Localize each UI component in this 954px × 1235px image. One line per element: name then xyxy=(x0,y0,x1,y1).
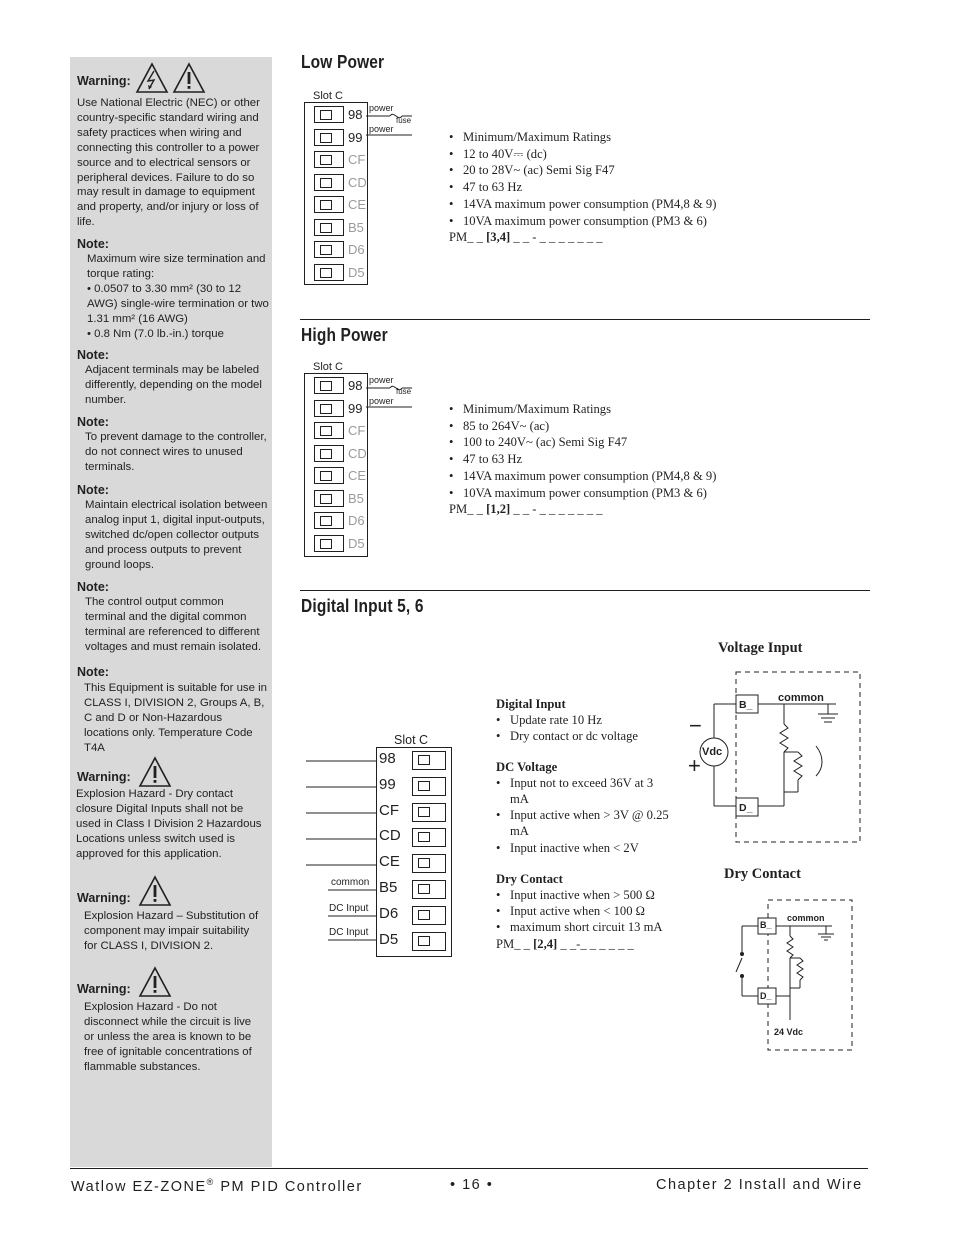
terminal-b-label: B_ xyxy=(760,920,772,930)
spec-item: • Input active when < 100 Ω xyxy=(496,903,671,919)
voltage-input-title: Voltage Input xyxy=(718,640,803,656)
terminal-label: D5 xyxy=(379,930,399,948)
note-text: Adjacent terminals may be labeled differently, depending on the model number. xyxy=(85,364,262,406)
terminal-screw xyxy=(412,803,446,822)
terminal-screw xyxy=(314,264,344,281)
power-label: power xyxy=(369,396,394,406)
terminal-screw xyxy=(412,880,446,899)
footer-page-number: • 16 • xyxy=(450,1177,494,1193)
warning-heading: Warning: xyxy=(77,74,131,88)
terminal-screw xyxy=(314,174,344,191)
terminal-screw xyxy=(314,445,344,462)
spec-item: • 14VA maximum power consumption (PM4,8 & 9) xyxy=(449,468,779,485)
spec-item: • Input inactive when > 500 Ω xyxy=(496,887,671,903)
note-text: To prevent damage to the controller, do not connect wires to unused terminals. xyxy=(85,431,267,473)
section-title-high-power: High Power xyxy=(301,325,388,345)
spec-item: • 14VA maximum power consumption (PM4,8 & 9) xyxy=(449,196,779,213)
warning-heading: Warning: xyxy=(77,982,131,996)
vdc-label: Vdc xyxy=(702,746,723,758)
terminal-screw xyxy=(314,106,344,123)
spec-item: • 47 to 63 Hz xyxy=(449,451,779,468)
digital-input-specs xyxy=(496,696,671,952)
terminal-label: 98 xyxy=(348,107,363,122)
spec-item: • Input active when > 3V @ 0.25 mA xyxy=(496,807,671,839)
electric-hazard-icon xyxy=(135,62,169,94)
spec-heading: Dry Contact xyxy=(496,871,563,886)
spec-item: • Dry contact or dc voltage xyxy=(496,728,671,744)
spec-item: • Minimum/Maximum Ratings xyxy=(449,401,779,418)
terminal-b-label: B_ xyxy=(739,699,753,711)
spec-item: • Input inactive when < 2V xyxy=(496,840,671,856)
terminal-label: 98 xyxy=(348,378,363,393)
terminal-screw xyxy=(314,490,344,507)
power-label: power xyxy=(369,103,394,113)
terminal-label: 99 xyxy=(348,400,363,416)
terminal-label: CF xyxy=(348,423,366,438)
minus-sign: − xyxy=(689,713,702,738)
spec-item: • 85 to 264V~ (ac) xyxy=(449,418,779,435)
terminal-label: CE xyxy=(379,853,400,871)
power-label: power xyxy=(369,375,394,385)
footer-product: Watlow EZ-ZONE® PM PID Controller xyxy=(71,1177,363,1195)
terminal-d-label: D_ xyxy=(760,991,772,1001)
terminal-label: B5 xyxy=(348,219,364,235)
terminal-label: D6 xyxy=(348,513,365,528)
spec-item: • Minimum/Maximum Ratings xyxy=(449,129,779,146)
section-title-digital-input: Digital Input 5, 6 xyxy=(301,596,424,616)
terminal-screw xyxy=(412,854,446,873)
fuse-label: fuse xyxy=(396,387,412,396)
note-text: Maintain electrical isolation between analog input 1, digital input-outputs, switched dc/open collector outputs and process outputs to prevent ground loops. xyxy=(85,499,268,571)
note-heading: Note: xyxy=(77,580,109,594)
spec-item: • 20 to 28V~ (ac) Semi Sig F47 xyxy=(449,162,779,179)
warning-icon xyxy=(138,875,172,907)
voltage-input-diagram xyxy=(686,668,866,848)
dry-contact-title: Dry Contact xyxy=(724,866,801,882)
note-text: Maximum wire size termination and torque rating: • 0.0507 to 3.30 mm² (30 to 12 AWG) single-wire termination or two 1.31 mm² (16 AWG) • 0.8 Nm (7.0 lb.-in.) torque xyxy=(87,253,269,340)
warning-text: Explosion Hazard - Dry contact closure Digital Inputs shall not be used in Class I Division 2 Hazardous Locations unless switch used is approved for this application. xyxy=(76,788,262,860)
spec-item: • Update rate 10 Hz xyxy=(496,712,671,728)
common-label: common xyxy=(778,692,824,704)
fuse-label: fuse xyxy=(396,116,412,125)
common-wire-label: common xyxy=(331,877,370,888)
terminal-screw xyxy=(314,196,344,213)
terminal-screw xyxy=(314,535,344,552)
terminal-label: CD xyxy=(348,445,367,461)
footer-chapter: Chapter 2 Install and Wire xyxy=(656,1177,863,1193)
terminal-screw xyxy=(412,777,446,796)
terminal-label: D6 xyxy=(379,904,399,922)
section-title-low-power: Low Power xyxy=(301,52,385,72)
terminal-label: 99 xyxy=(379,775,396,793)
terminal-screw xyxy=(412,751,446,770)
note-text: The control output common terminal and the digital common terminal are referenced to different voltages and must remain isolated. xyxy=(85,596,262,653)
part-number: PM_ _ [3,4] _ _ - _ _ _ _ _ _ _ xyxy=(449,230,603,245)
spec-heading: Digital Input xyxy=(496,697,566,711)
power-label: power xyxy=(369,124,394,134)
warning-text: Explosion Hazard – Substitution of component may impair suitability for CLASS I, DIVISION 2. xyxy=(84,910,259,952)
supply-label: 24 Vdc xyxy=(774,1027,804,1037)
note-heading: Note: xyxy=(77,348,109,362)
note-heading: Note: xyxy=(77,237,109,251)
terminal-screw xyxy=(412,932,446,951)
terminal-screw xyxy=(314,377,344,394)
spec-item: • Input not to exceed 36V at 3 mA xyxy=(496,775,671,807)
footer-rule xyxy=(70,1168,868,1169)
spec-heading: DC Voltage xyxy=(496,759,558,774)
section-divider xyxy=(300,590,870,591)
terminal-screw xyxy=(314,219,344,236)
warning-icon xyxy=(138,756,172,788)
high-power-specs xyxy=(449,401,779,518)
dc-input-wire-label: DC Input xyxy=(329,903,369,914)
warning-icon xyxy=(138,966,172,998)
plus-sign: + xyxy=(688,753,701,778)
note-heading: Note: xyxy=(77,483,109,497)
terminal-screw xyxy=(314,241,344,258)
warning-heading: Warning: xyxy=(77,891,131,905)
spec-item: • 10VA maximum power consumption (PM3 & 6) xyxy=(449,485,779,502)
slot-label: Slot C xyxy=(313,361,343,373)
slot-label: Slot C xyxy=(313,90,343,102)
terminal-screw xyxy=(314,467,344,484)
terminal-screw xyxy=(314,512,344,529)
terminal-label: D5 xyxy=(348,535,365,551)
terminal-label: 98 xyxy=(379,750,396,767)
section-divider xyxy=(300,319,870,320)
terminal-screw xyxy=(412,906,446,925)
terminal-label: CE xyxy=(348,468,367,483)
slot-label: Slot C xyxy=(394,733,429,747)
common-label: common xyxy=(787,913,825,923)
terminal-d-label: D_ xyxy=(739,802,753,814)
note-heading: Note: xyxy=(77,665,109,679)
terminal-label: CF xyxy=(379,801,399,819)
terminal-label: CD xyxy=(348,174,367,190)
terminal-label: CF xyxy=(348,152,366,167)
terminal-screw xyxy=(412,828,446,847)
part-number: PM_ _ [2,4] _ _-_ _ _ _ _ _ xyxy=(496,936,634,951)
spec-item: • 47 to 63 Hz xyxy=(449,179,779,196)
note-heading: Note: xyxy=(77,415,109,429)
note-text: This Equipment is suitable for use in CLASS I, DIVISION 2, Groups A, B, C and D or Non-Hazardous locations only. Temperature Code T4A xyxy=(84,682,267,754)
spec-item: • 10VA maximum power consumption (PM3 & 6) xyxy=(449,213,779,230)
spec-item: • 12 to 40V⎓ (dc) xyxy=(449,146,779,163)
terminal-label: CD xyxy=(379,827,401,845)
terminal-label: B5 xyxy=(379,879,398,896)
dc-input-wire-label: DC Input xyxy=(329,927,369,938)
warning-heading: Warning: xyxy=(77,770,131,784)
terminal-screw xyxy=(314,151,344,168)
terminal-screw xyxy=(314,400,344,417)
spec-item: • maximum short circuit 13 mA xyxy=(496,919,671,935)
terminal-label: 99 xyxy=(348,129,363,145)
terminal-label: B5 xyxy=(348,490,364,506)
warning-icon xyxy=(172,62,206,94)
terminal-label: D5 xyxy=(348,264,365,280)
low-power-specs xyxy=(449,129,779,246)
part-number: PM_ _ [1,2] _ _ - _ _ _ _ _ _ _ xyxy=(449,502,603,517)
warning-text: Explosion Hazard - Do not disconnect while the circuit is live or unless the area is known to be free of ignitable concentrations of flammable substances. xyxy=(84,1001,252,1073)
warning-text: Use National Electric (NEC) or other country-specific standard wiring and safety practices when wiring and connecting this controller to a power source and to electrical sensors or peripheral devices. Failure to do so may result in damage to equipment and property, and/or injury or loss of life. xyxy=(77,97,260,229)
input-wires xyxy=(306,750,378,950)
terminal-label: D6 xyxy=(348,242,365,257)
terminal-screw xyxy=(314,422,344,439)
spec-item: • 100 to 240V~ (ac) Semi Sig F47 xyxy=(449,434,779,451)
terminal-screw xyxy=(314,129,344,146)
terminal-label: CE xyxy=(348,197,367,212)
